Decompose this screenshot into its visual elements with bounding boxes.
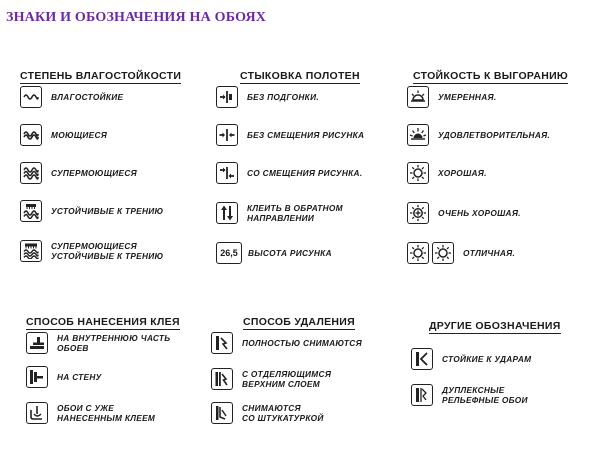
legend-item-paste-wall [26,366,102,388]
offset-match-icon [216,162,238,184]
section-moisture [20,66,200,276]
legend-label: МОЮЩИЕСЯ [51,130,108,140]
legend-item-moisture-resistant [20,86,123,108]
sun-icon [432,242,454,264]
paste-wall-icon [26,366,48,388]
pattern-height-value: 26,5 [220,248,238,258]
half-sun-rays-icon [407,124,429,146]
legend-label: ОЧЕНЬ ХОРОШАЯ. [438,208,521,218]
wave-icon [20,124,42,146]
prepasted-icon [26,402,48,424]
section-joining [216,66,396,276]
legend-label: УСТОЙЧИВЫЕ К ТРЕНИЮ [51,206,164,216]
legend-label: ПОЛНОСТЬЮ СНИМАЮТСЯ [242,338,362,348]
half-sun-icon [407,86,429,108]
legend-item-super-washable-scrub [20,240,164,262]
section-title: СТОЙКОСТЬ К ВЫГОРАНИЮ [413,70,569,82]
legend-label: БЕЗ ПОДГОНКИ. [247,92,319,102]
brush-wave-icon [20,200,42,222]
legend-label: СНИМАЮТСЯ СО ШТУКАТУРКОЙ [242,403,324,423]
sun-plus-icon [407,202,429,224]
triple-wave-icon [20,162,42,184]
reverse-direction-icon [216,202,238,224]
section-glue [26,312,206,462]
straight-match-icon [216,124,238,146]
legend-label: НА ВНУТРЕННЮЮ ЧАСТЬ ОБОЕВ [57,333,171,353]
legend-label: ДУПЛЕКСНЫЕ РЕЛЬЕФНЫЕ ОБОИ [442,385,528,405]
legend-label: СУПЕРМОЮЩИЕСЯ [51,168,137,178]
section-title: СПОСОБ НАНЕСЕНИЯ КЛЕЯ [26,316,180,328]
brush-triple-wave-icon [20,240,42,262]
legend-item-washable [20,124,107,146]
legend-label: БЕЗ СМЕЩЕНИЯ РИСУНКА [247,130,365,140]
legend-item-strippable [211,332,362,354]
legend-item-prepasted [26,402,155,424]
paste-paper-icon [26,332,48,354]
single-wave-icon [20,86,42,108]
legend-item-very-good [407,202,521,224]
section-title: ДРУГИЕ ОБОЗНАЧЕНИЯ [429,320,561,332]
free-match-icon [216,86,238,108]
legend-item-pattern-height [216,242,332,264]
legend-item-satisfactory [407,124,550,146]
legend-label: ХОРОШАЯ. [438,168,487,178]
section-title: СТЕПЕНЬ ВЛАГОСТОЙКОСТИ [20,70,182,82]
section-title: СПОСОБ УДАЛЕНИЯ [243,316,355,328]
peelable-icon [211,368,233,390]
legend-label: УМЕРЕННАЯ. [438,92,497,102]
legend-label: ОБОИ С УЖЕ НАНЕСЕННЫМ КЛЕЕМ [57,403,156,423]
section-title: СТЫКОВКА ПОЛОТЕН [240,70,360,82]
legend-label: ВЫСОТА РИСУНКА [248,248,332,258]
legend-label: СУПЕРМОЮЩИЕСЯ УСТОЙЧИВЫЕ К ТРЕНИЮ [51,241,164,261]
duplex-icon [411,384,433,406]
legend-label: УДОВЛЕТВОРИТЕЛЬНАЯ. [438,130,551,140]
legend-item-offset-match [216,162,362,184]
section-removal [211,312,391,462]
legend-label: КЛЕИТЬ В ОБРАТНОМ НАПРАВЛЕНИИ [247,203,343,223]
legend-item-paste-paper [26,332,170,354]
legend-label: СО СМЕЩЕНИЯ РИСУНКА. [247,168,363,178]
legend-item-moderate [407,86,496,108]
wet-remove-icon [211,402,233,424]
sun-icon [407,242,429,264]
legend-item-straight-match [216,124,364,146]
legend-item-duplex [411,384,528,406]
section-fading [407,66,585,276]
legend-item-free-match [216,86,319,108]
strippable-icon [211,332,233,354]
legend-item-peelable [211,368,331,390]
double-sun-icon [407,242,454,264]
impact-resistant-icon [411,348,433,370]
legend-item-reverse-direction [216,202,343,224]
legend-item-excellent [407,242,515,264]
legend-label: ОТЛИЧНАЯ. [463,248,516,258]
legend-item-impact-resistant [411,348,531,370]
pattern-height-icon [216,242,242,264]
section-other [411,316,585,456]
legend-label: СТОЙКИЕ К УДАРАМ [442,354,532,364]
legend-label: С ОТДЕЛЯЮЩИМСЯ ВЕРХНИМ СЛОЕМ [242,369,332,389]
legend-item-scrub-resistant [20,200,164,222]
legend-item-good [407,162,487,184]
sun-icon [407,162,429,184]
legend-label: НА СТЕНУ [57,372,102,382]
legend-item-wet-remove [211,402,324,424]
page-title: ЗНАКИ И ОБОЗНАЧЕНИЯ НА ОБОЯХ [6,10,267,25]
legend-label: ВЛАГОСТОЙКИЕ [51,92,124,102]
legend-item-super-washable [20,162,137,184]
